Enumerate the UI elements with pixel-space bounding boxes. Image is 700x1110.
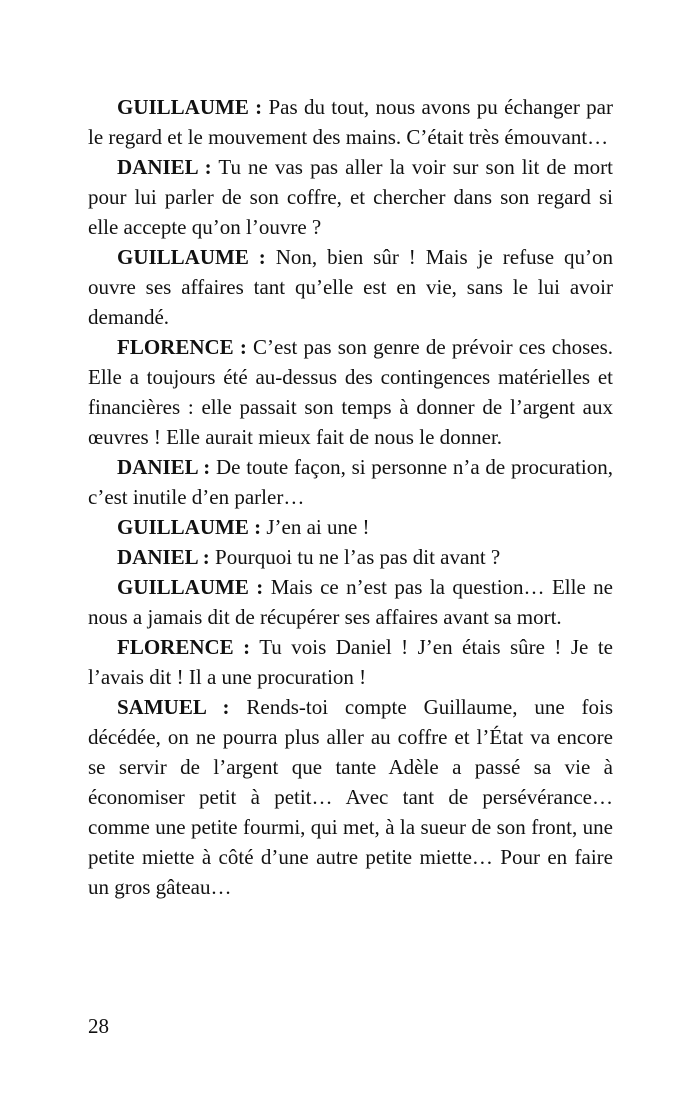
dialogue-speech: Non, bien sûr ! Mais je refuse qu’on ouvre ses affaires tant qu’elle est en vie, sans le lui avoir demandé. [88,245,613,329]
speaker-name: FLORENCE : [117,635,251,659]
dialogue-line [88,692,613,902]
dialogue-line [88,452,613,512]
speaker-name: DANIEL : [117,545,210,569]
dialogue-speech: Tu vois Daniel ! J’en étais sûre ! Je te l’avais dit ! Il a une procuration ! [88,635,613,689]
speaker-name: GUILLAUME : [117,95,263,119]
dialogue-line [88,512,613,542]
speaker-name: GUILLAUME : [117,575,264,599]
dialogue-speech: Pourquoi tu ne l’as pas dit avant ? [215,545,501,569]
dialogue-line [88,572,613,632]
dialogue-speech: De toute façon, si personne n’a de procuration, c’est inutile d’en parler… [88,455,613,509]
page-number: 28 [88,1014,109,1038]
speaker-name: FLORENCE : [117,335,247,359]
speaker-name: DANIEL : [117,455,211,479]
dialogue-speech: Pas du tout, nous avons pu échanger par le regard et le mouvement des mains. C’était très émouvant… [88,95,613,149]
speaker-name: GUILLAUME : [117,515,262,539]
dialogue-speech: J’en ai une ! [266,515,370,539]
dialogue-line [88,332,613,452]
dialogue-line [88,632,613,692]
speaker-name: SAMUEL : [117,695,230,719]
dialogue-line [88,152,613,242]
speaker-name: DANIEL : [117,155,212,179]
speaker-name: GUILLAUME : [117,245,266,269]
dialogue-speech: Mais ce n’est pas la question… Elle ne nous a jamais dit de récupérer ses affaires avant sa mort. [88,575,614,629]
dialogue-text [88,92,613,902]
dialogue-speech: Tu ne vas pas aller la voir sur son lit de mort pour lui parler de son coffre, et chercher dans son regard si elle accepte qu’on l’ouvre ? [88,155,613,239]
dialogue-line [88,542,613,572]
dialogue-line [88,92,613,152]
dialogue-speech: Rends-toi compte Guillaume, une fois décédée, on ne pourra plus aller au coffre et l’État va encore se servir de l’argent que tante Adèle a passé sa vie à économiser petit à petit… Avec tant de persévérance… comme une petite fourmi, qui met, à la sueur de son front, une petite miette à côté d’une autre petite miette… Pour en faire un gros gâteau… [88,695,613,899]
dialogue-line [88,242,613,332]
dialogue-speech: C’est pas son genre de prévoir ces choses. Elle a toujours été au-dessus des contingences matérielles et financières : elle passait son temps à donner de l’argent aux œuvres ! Elle aurait mieux fait de nous le donner. [88,335,613,449]
